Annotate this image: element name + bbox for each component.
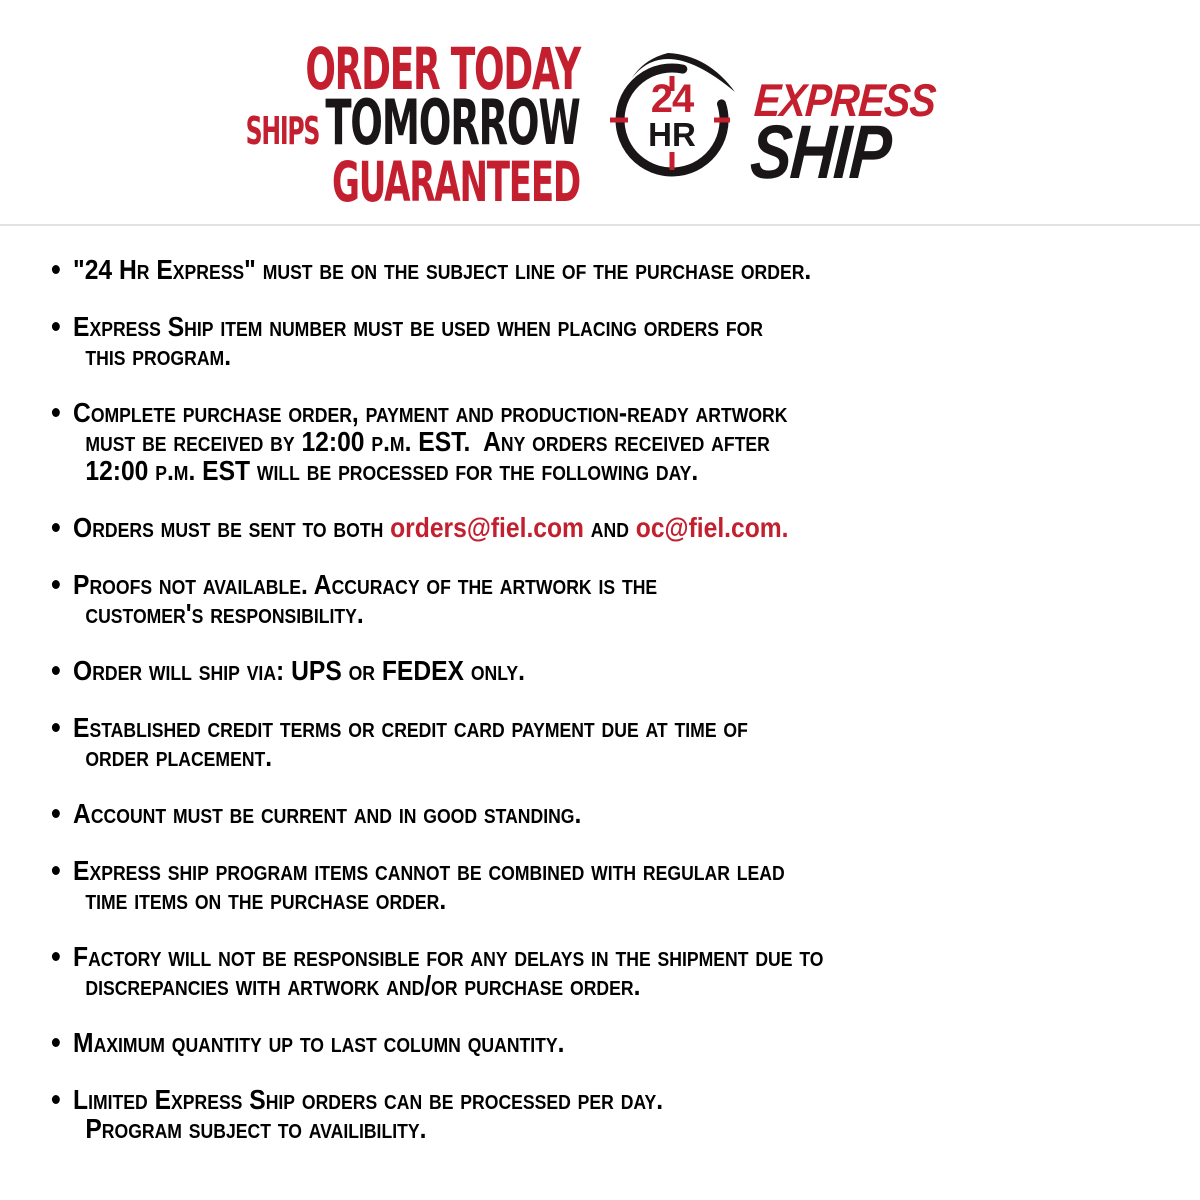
term-text: Complete purchase order, payment and production-ready artwork	[73, 397, 788, 428]
term-text: Maximum quantity up to last column quantity.	[73, 1027, 565, 1058]
term-line	[50, 856, 1200, 885]
term-line	[50, 570, 1200, 599]
tagline-guaranteed: GUARANTEED	[332, 150, 580, 214]
term-no-proofs	[50, 570, 1200, 628]
term-no-combining	[50, 856, 1200, 914]
clock-tick-3	[714, 118, 730, 123]
bullet-dot	[52, 580, 60, 589]
term-line	[50, 255, 1200, 284]
term-line: discrepancies with artwork and/or purchase order.	[85, 970, 641, 1001]
term-line	[50, 312, 1200, 341]
terms-list	[0, 226, 1200, 1171]
brand-express: EXPRESS	[752, 74, 938, 126]
term-line	[50, 513, 1200, 542]
clock-tick-6	[670, 152, 675, 170]
oc-email-link[interactable]: oc@fiel.com.	[635, 512, 789, 543]
bullet-dot	[52, 265, 60, 274]
term-account-standing	[50, 799, 1200, 828]
bullet-dot	[52, 809, 60, 818]
term-shipping-carriers	[50, 656, 1200, 685]
term-line	[50, 713, 1200, 742]
orders-email-link[interactable]: orders@fiel.com	[390, 512, 584, 543]
bullet-dot	[52, 866, 60, 875]
term-factory-delays	[50, 942, 1200, 1000]
brand-ship: SHIP	[747, 110, 893, 195]
term-text: Orders must be sent to both	[73, 512, 391, 543]
tagline-ships: SHIPS	[246, 109, 320, 153]
term-line: time items on the purchase order.	[85, 884, 447, 915]
term-line	[50, 799, 1200, 828]
term-text: Express ship program items cannot be combined with regular lead	[73, 855, 785, 886]
term-text: Limited Express Ship orders can be processed per day.	[73, 1084, 664, 1115]
bullet-dot	[52, 1095, 60, 1104]
term-line: 12:00 p.m. EST will be processed for the following day.	[85, 455, 699, 486]
term-text: Factory will not be responsible for any delays in the shipment due to	[73, 941, 824, 972]
tagline	[41, 35, 580, 214]
tagline-ships-tomorrow	[246, 86, 580, 159]
24hr-clock-icon	[602, 40, 752, 195]
term-text: "24 Hr Express" must be on the subject line of the purchase order.	[73, 254, 812, 285]
brand-logo	[747, 74, 967, 195]
term-subject-line	[50, 255, 1200, 284]
term-text: and	[583, 512, 636, 543]
term-line: order placement.	[85, 741, 273, 772]
header	[0, 0, 1200, 225]
term-credit-terms	[50, 713, 1200, 771]
clock-hours-text: 24	[650, 77, 694, 121]
bullet-dot	[52, 666, 60, 675]
term-limited-orders	[50, 1085, 1200, 1143]
clock-tick-9	[610, 118, 628, 123]
term-text: Established credit terms or credit card payment due at time of	[73, 712, 748, 743]
tagline-order-today: ORDER TODAY	[305, 35, 580, 103]
bullet-dot	[52, 952, 60, 961]
clock-unit-text: HR	[648, 116, 696, 153]
term-text: Express Ship item number must be used when placing orders for	[73, 311, 764, 342]
bullet-dot	[52, 408, 60, 417]
term-line	[50, 1028, 1200, 1057]
term-line: this program.	[85, 340, 232, 371]
term-text: Account must be current and in good standing.	[73, 798, 582, 829]
term-line: must be received by 12:00 p.m. EST. Any orders received after	[85, 426, 770, 457]
tagline-tomorrow: TOMORROW	[325, 86, 580, 159]
term-max-quantity	[50, 1028, 1200, 1057]
term-item-number	[50, 312, 1200, 370]
term-order-emails	[50, 513, 1200, 542]
bullet-dot	[52, 523, 60, 532]
term-deadline	[50, 398, 1200, 485]
bullet-dot	[52, 322, 60, 331]
term-text: Order will ship via: UPS or FEDEX only.	[73, 655, 525, 686]
term-line	[50, 1085, 1200, 1114]
term-line	[50, 398, 1200, 427]
term-line: Program subject to availibility.	[85, 1113, 427, 1144]
bullet-dot	[52, 723, 60, 732]
term-line: customer's responsibility.	[85, 598, 364, 629]
term-line	[50, 942, 1200, 971]
bullet-dot	[52, 1038, 60, 1047]
term-text: Proofs not available. Accuracy of the artwork is the	[73, 569, 658, 600]
term-line	[50, 656, 1200, 685]
